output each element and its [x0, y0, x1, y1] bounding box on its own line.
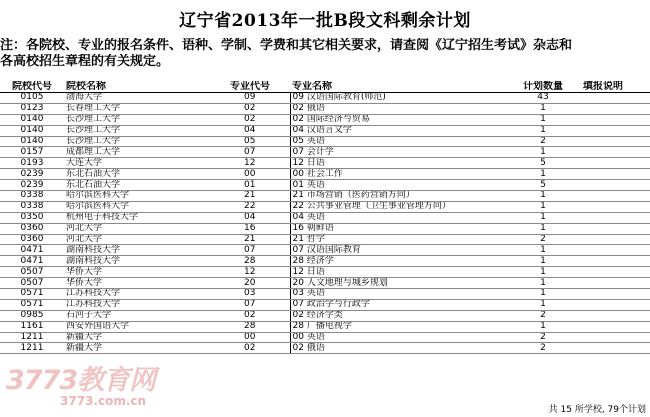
cell-major-code: 21 — [210, 234, 290, 245]
header-plan-count: 计划数量 — [505, 81, 581, 93]
cell-major-code: 07 — [210, 147, 290, 158]
cell-school-code: 0985 — [0, 310, 64, 321]
cell-school-code: 0140 — [0, 125, 64, 136]
cell-school-name: 湖南科技大学 — [64, 245, 210, 256]
table-row — [0, 212, 650, 223]
cell-school-code: 0123 — [0, 103, 64, 114]
cell-school-code: 1211 — [0, 343, 64, 354]
plan-table — [0, 81, 650, 354]
cell-school-code: 0471 — [0, 256, 64, 267]
cell-major-code: 02 — [210, 310, 290, 321]
cell-plan-count: 5 — [505, 180, 581, 191]
cell-major-code: 02 — [210, 114, 290, 125]
cell-fill-note — [581, 234, 650, 245]
cell-fill-note — [581, 201, 650, 212]
cell-major-code: 07 — [210, 245, 290, 256]
cell-plan-count: 1 — [505, 267, 581, 278]
cell-fill-note — [581, 343, 650, 354]
table-row — [0, 267, 650, 278]
table-row — [0, 125, 650, 136]
cell-major-name: 05 英语 — [290, 136, 505, 147]
table-row — [0, 158, 650, 169]
cell-fill-note — [581, 321, 650, 332]
cell-school-name: 大连大学 — [64, 158, 210, 169]
cell-school-code: 0157 — [0, 147, 64, 158]
cell-fill-note — [581, 212, 650, 223]
cell-major-name: 21 市场营销（医药营销方向） — [290, 191, 505, 202]
cell-school-name: 长春理工大学 — [64, 103, 210, 114]
cell-major-name: 02 经济学类 — [290, 310, 505, 321]
cell-plan-count: 1 — [505, 191, 581, 202]
cell-school-code: 0239 — [0, 180, 64, 191]
cell-fill-note — [581, 169, 650, 180]
cell-plan-count: 1 — [505, 245, 581, 256]
table-header-row — [0, 81, 650, 93]
cell-fill-note — [581, 223, 650, 234]
cell-major-name: 28 经济学 — [290, 256, 505, 267]
cell-fill-note — [581, 278, 650, 289]
cell-school-code: 0193 — [0, 158, 64, 169]
cell-major-code: 21 — [210, 191, 290, 202]
cell-school-name: 长沙理工大学 — [64, 114, 210, 125]
cell-major-name: 04 汉语言文学 — [290, 125, 505, 136]
cell-major-name: 22 公共事业管理（卫生事业管理方向） — [290, 201, 505, 212]
header-school-code: 院校代号 — [0, 81, 64, 93]
cell-school-name: 东北石油大学 — [64, 180, 210, 191]
cell-major-code: 01 — [210, 180, 290, 191]
cell-plan-count: 1 — [505, 223, 581, 234]
cell-school-name: 成都理工大学 — [64, 147, 210, 158]
cell-school-code: 1161 — [0, 321, 64, 332]
cell-school-name: 江苏科技大学 — [64, 299, 210, 310]
cell-major-name: 04 英语 — [290, 212, 505, 223]
table-row — [0, 136, 650, 147]
table-row — [0, 289, 650, 300]
cell-fill-note — [581, 147, 650, 158]
cell-major-name: 12 日语 — [290, 267, 505, 278]
cell-major-code: 16 — [210, 223, 290, 234]
cell-major-code: 07 — [210, 299, 290, 310]
table-row — [0, 147, 650, 158]
cell-major-name: 09 汉语国际教育(师范) — [290, 93, 505, 104]
page-title: 辽宁省2013年一批B段文科剩余计划 — [179, 11, 471, 31]
notice-line-2: 各高校招生章程的有关规定。 — [0, 54, 170, 69]
table-row — [0, 191, 650, 202]
cell-major-name: 02 国际经济与贸易 — [290, 114, 505, 125]
cell-plan-count: 1 — [505, 299, 581, 310]
cell-major-code: 12 — [210, 158, 290, 169]
cell-plan-count: 2 — [505, 332, 581, 343]
cell-major-name: 03 英语 — [290, 289, 505, 300]
cell-major-name: 01 英语 — [290, 180, 505, 191]
cell-major-name: 02 俄语 — [290, 103, 505, 114]
cell-school-code: 0350 — [0, 212, 64, 223]
cell-major-code: 04 — [210, 125, 290, 136]
notice-line-1: 注：各院校、专业的报名条件、语种、学制、学费和其它相关要求，请查阅《辽宁招生考试》杂志和 — [0, 38, 573, 53]
cell-school-code: 0360 — [0, 234, 64, 245]
header-major-code: 专业代号 — [210, 81, 290, 93]
table-row — [0, 256, 650, 267]
cell-fill-note — [581, 299, 650, 310]
table-row — [0, 299, 650, 310]
cell-plan-count: 1 — [505, 114, 581, 125]
header-fill-note: 填报说明 — [581, 81, 650, 93]
cell-plan-count: 1 — [505, 212, 581, 223]
cell-school-name: 杭州电子科技大学 — [64, 212, 210, 223]
cell-major-code: 28 — [210, 256, 290, 267]
cell-major-name: 07 汉语国际教育 — [290, 245, 505, 256]
cell-major-name: 21 哲学 — [290, 234, 505, 245]
table-row — [0, 93, 650, 104]
table-row — [0, 180, 650, 191]
summary-footer: 共 15 所学校, 79个计划 — [548, 405, 646, 415]
cell-plan-count: 1 — [505, 125, 581, 136]
cell-school-name: 江苏科技大学 — [64, 289, 210, 300]
cell-major-code: 00 — [210, 169, 290, 180]
cell-plan-count: 1 — [505, 289, 581, 300]
cell-major-code: 02 — [210, 103, 290, 114]
cell-plan-count: 43 — [505, 93, 581, 104]
cell-major-code: 12 — [210, 267, 290, 278]
table-row — [0, 169, 650, 180]
cell-major-name: 02 俄语 — [290, 343, 505, 354]
table-row — [0, 278, 650, 289]
cell-fill-note — [581, 256, 650, 267]
cell-school-code: 0239 — [0, 169, 64, 180]
cell-fill-note — [581, 125, 650, 136]
cell-school-name: 新疆大学 — [64, 343, 210, 354]
table-row — [0, 234, 650, 245]
cell-plan-count: 1 — [505, 278, 581, 289]
cell-school-name: 长沙理工大学 — [64, 136, 210, 147]
table-row — [0, 310, 650, 321]
table-row — [0, 223, 650, 234]
cell-plan-count: 2 — [505, 310, 581, 321]
cell-school-name: 华侨大学 — [64, 278, 210, 289]
cell-major-name: 00 社会工作 — [290, 169, 505, 180]
cell-school-name: 河北大学 — [64, 223, 210, 234]
cell-fill-note — [581, 93, 650, 104]
watermark-logo: 3773教育网 — [6, 365, 156, 396]
cell-school-name: 河北大学 — [64, 234, 210, 245]
cell-school-name: 湖南科技大学 — [64, 256, 210, 267]
cell-plan-count: 2 — [505, 343, 581, 354]
cell-plan-count: 1 — [505, 103, 581, 114]
cell-major-code: 02 — [210, 343, 290, 354]
cell-major-code: 22 — [210, 201, 290, 212]
notice-text — [0, 38, 650, 70]
cell-school-name: 哈尔滨医科大学 — [64, 191, 210, 202]
cell-major-code: 04 — [210, 212, 290, 223]
cell-school-name: 新疆大学 — [64, 332, 210, 343]
cell-plan-count: 1 — [505, 256, 581, 267]
cell-plan-count: 1 — [505, 321, 581, 332]
cell-school-name: 东北石油大学 — [64, 169, 210, 180]
cell-school-code: 0507 — [0, 278, 64, 289]
cell-fill-note — [581, 158, 650, 169]
cell-school-code: 0471 — [0, 245, 64, 256]
cell-major-code: 03 — [210, 289, 290, 300]
header-major-name: 专业名称 — [290, 81, 505, 93]
cell-school-code: 0571 — [0, 289, 64, 300]
cell-plan-count: 2 — [505, 234, 581, 245]
cell-fill-note — [581, 114, 650, 125]
cell-major-code: 05 — [210, 136, 290, 147]
cell-fill-note — [581, 245, 650, 256]
cell-school-code: 0105 — [0, 93, 64, 104]
cell-fill-note — [581, 103, 650, 114]
cell-school-name: 渤海大学 — [64, 93, 210, 104]
watermark-url: 3773.com.cn — [60, 394, 147, 408]
table-row — [0, 321, 650, 332]
cell-major-code: 28 — [210, 321, 290, 332]
table-row — [0, 201, 650, 212]
cell-major-name: 07 政治学与行政学 — [290, 299, 505, 310]
cell-school-code: 1211 — [0, 332, 64, 343]
cell-school-code: 0338 — [0, 191, 64, 202]
cell-school-code: 0338 — [0, 201, 64, 212]
cell-school-code: 0140 — [0, 114, 64, 125]
cell-major-name: 16 朝鲜语 — [290, 223, 505, 234]
cell-school-name: 长沙理工大学 — [64, 125, 210, 136]
table-row — [0, 114, 650, 125]
cell-major-name: 07 会计学 — [290, 147, 505, 158]
table-row — [0, 103, 650, 114]
cell-major-code: 00 — [210, 332, 290, 343]
cell-fill-note — [581, 191, 650, 202]
cell-fill-note — [581, 310, 650, 321]
cell-major-name: 12 日语 — [290, 158, 505, 169]
header-school-name: 院校名称 — [64, 81, 210, 93]
cell-fill-note — [581, 267, 650, 278]
cell-school-name: 西安外国语大学 — [64, 321, 210, 332]
cell-major-code: 20 — [210, 278, 290, 289]
cell-plan-count: 1 — [505, 201, 581, 212]
cell-fill-note — [581, 289, 650, 300]
cell-major-name: 20 人文地理与城乡规划 — [290, 278, 505, 289]
cell-plan-count: 1 — [505, 147, 581, 158]
table-row — [0, 332, 650, 343]
cell-fill-note — [581, 136, 650, 147]
cell-school-code: 0360 — [0, 223, 64, 234]
cell-plan-count: 2 — [505, 136, 581, 147]
cell-major-code: 09 — [210, 93, 290, 104]
cell-fill-note — [581, 332, 650, 343]
table-row — [0, 343, 650, 354]
cell-school-code: 0140 — [0, 136, 64, 147]
cell-plan-count: 5 — [505, 158, 581, 169]
cell-major-name: 28 广播电视学 — [290, 321, 505, 332]
cell-fill-note — [581, 180, 650, 191]
cell-plan-count: 1 — [505, 169, 581, 180]
cell-school-name: 哈尔滨医科大学 — [64, 201, 210, 212]
cell-school-name: 华侨大学 — [64, 267, 210, 278]
cell-school-name: 石河子大学 — [64, 310, 210, 321]
cell-school-code: 0507 — [0, 267, 64, 278]
cell-school-code: 0571 — [0, 299, 64, 310]
cell-major-name: 00 英语 — [290, 332, 505, 343]
table-row — [0, 245, 650, 256]
